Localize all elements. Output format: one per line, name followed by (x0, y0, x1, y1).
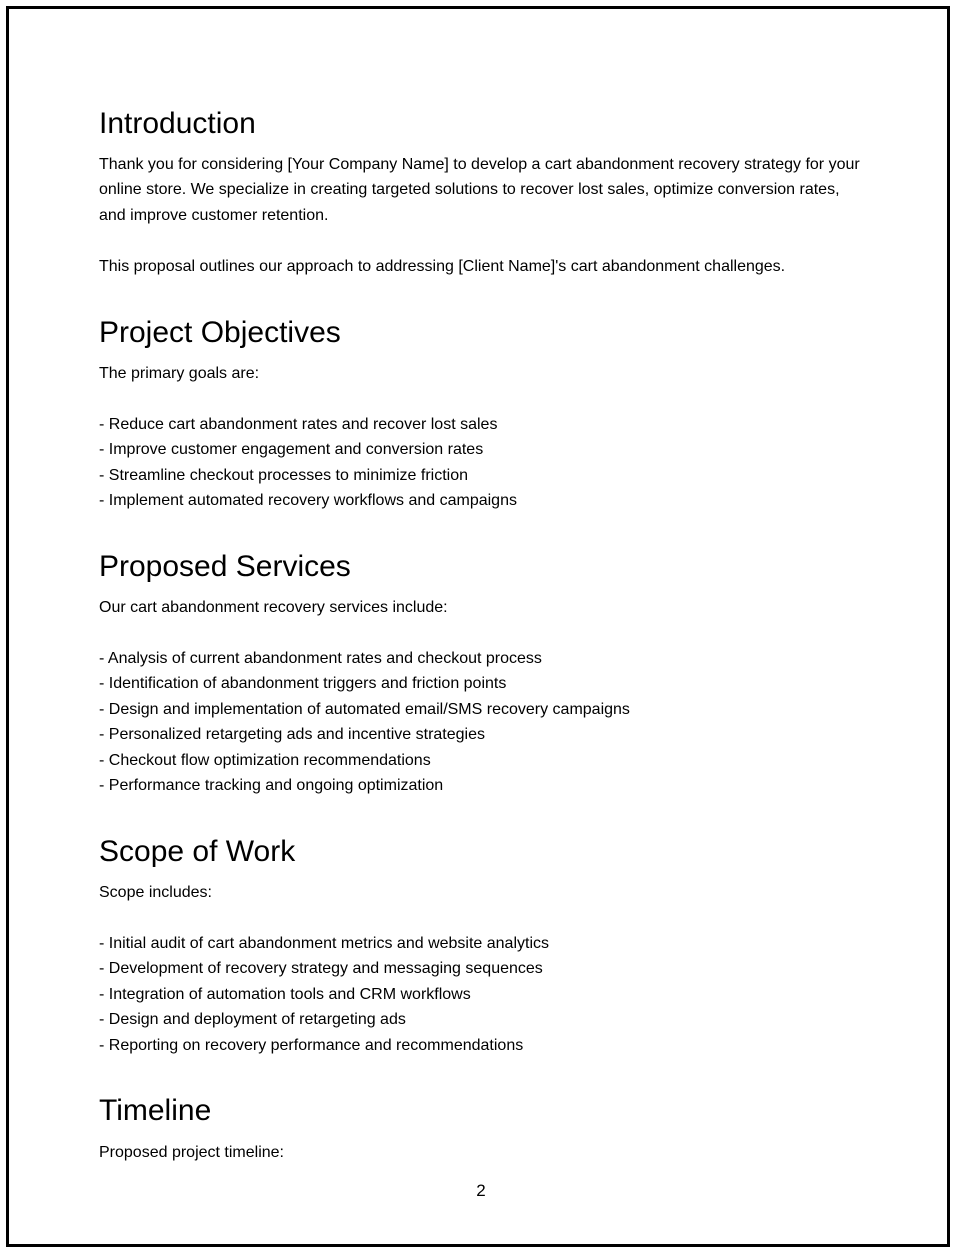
timeline-heading: Timeline (99, 1094, 212, 1127)
services-list (99, 646, 630, 798)
list-item: - Reduce cart abandonment rates and recover lost sales (99, 416, 498, 433)
list-item: - Initial audit of cart abandonment metrics and website analytics (99, 935, 550, 952)
objectives-list (99, 412, 517, 514)
introduction-paragraph-2: This proposal outlines our approach to addressing [Client Name]'s cart abandonment challenges. (99, 258, 786, 275)
introduction-heading: Introduction (99, 107, 256, 140)
list-item: - Streamline checkout processes to minimize friction (99, 466, 469, 484)
objectives-heading: Project Objectives (99, 316, 341, 349)
page-number: 2 (476, 1181, 486, 1200)
list-item: - Checkout flow optimization recommendations (99, 751, 431, 769)
list-item: - Improve customer engagement and conversion rates (99, 441, 484, 459)
list-item: - Design and deployment of retargeting ads (99, 1011, 406, 1029)
list-item: - Performance tracking and ongoing optimization (99, 777, 444, 795)
introduction-paragraph-1: Thank you for considering [Your Company Name] to develop a cart abandonment recovery strategy for your online store. We specialize in creating targeted solutions to recover lost sales, optimize conversion rates, and improve customer retention. (99, 156, 860, 224)
list-item: - Development of recovery strategy and messaging sequences (99, 960, 543, 978)
services-intro: Our cart abandonment recovery services include: (99, 599, 448, 616)
list-item: - Analysis of current abandonment rates and checkout process (99, 650, 542, 667)
list-item: - Integration of automation tools and CRM workflows (99, 985, 471, 1003)
timeline-intro: Proposed project timeline: (99, 1144, 284, 1161)
scope-intro: Scope includes: (99, 884, 212, 901)
list-item: - Reporting on recovery performance and recommendations (99, 1036, 524, 1054)
list-item: - Design and implementation of automated email/SMS recovery campaigns (99, 700, 630, 718)
services-heading: Proposed Services (99, 550, 351, 583)
document-page (6, 6, 950, 1247)
list-item: - Identification of abandonment triggers and friction points (99, 675, 507, 693)
list-item: - Implement automated recovery workflows and campaigns (99, 492, 517, 510)
objectives-intro: The primary goals are: (99, 365, 260, 382)
scope-heading: Scope of Work (99, 835, 296, 868)
list-item: - Personalized retargeting ads and incentive strategies (99, 726, 485, 744)
scope-list (99, 931, 549, 1058)
